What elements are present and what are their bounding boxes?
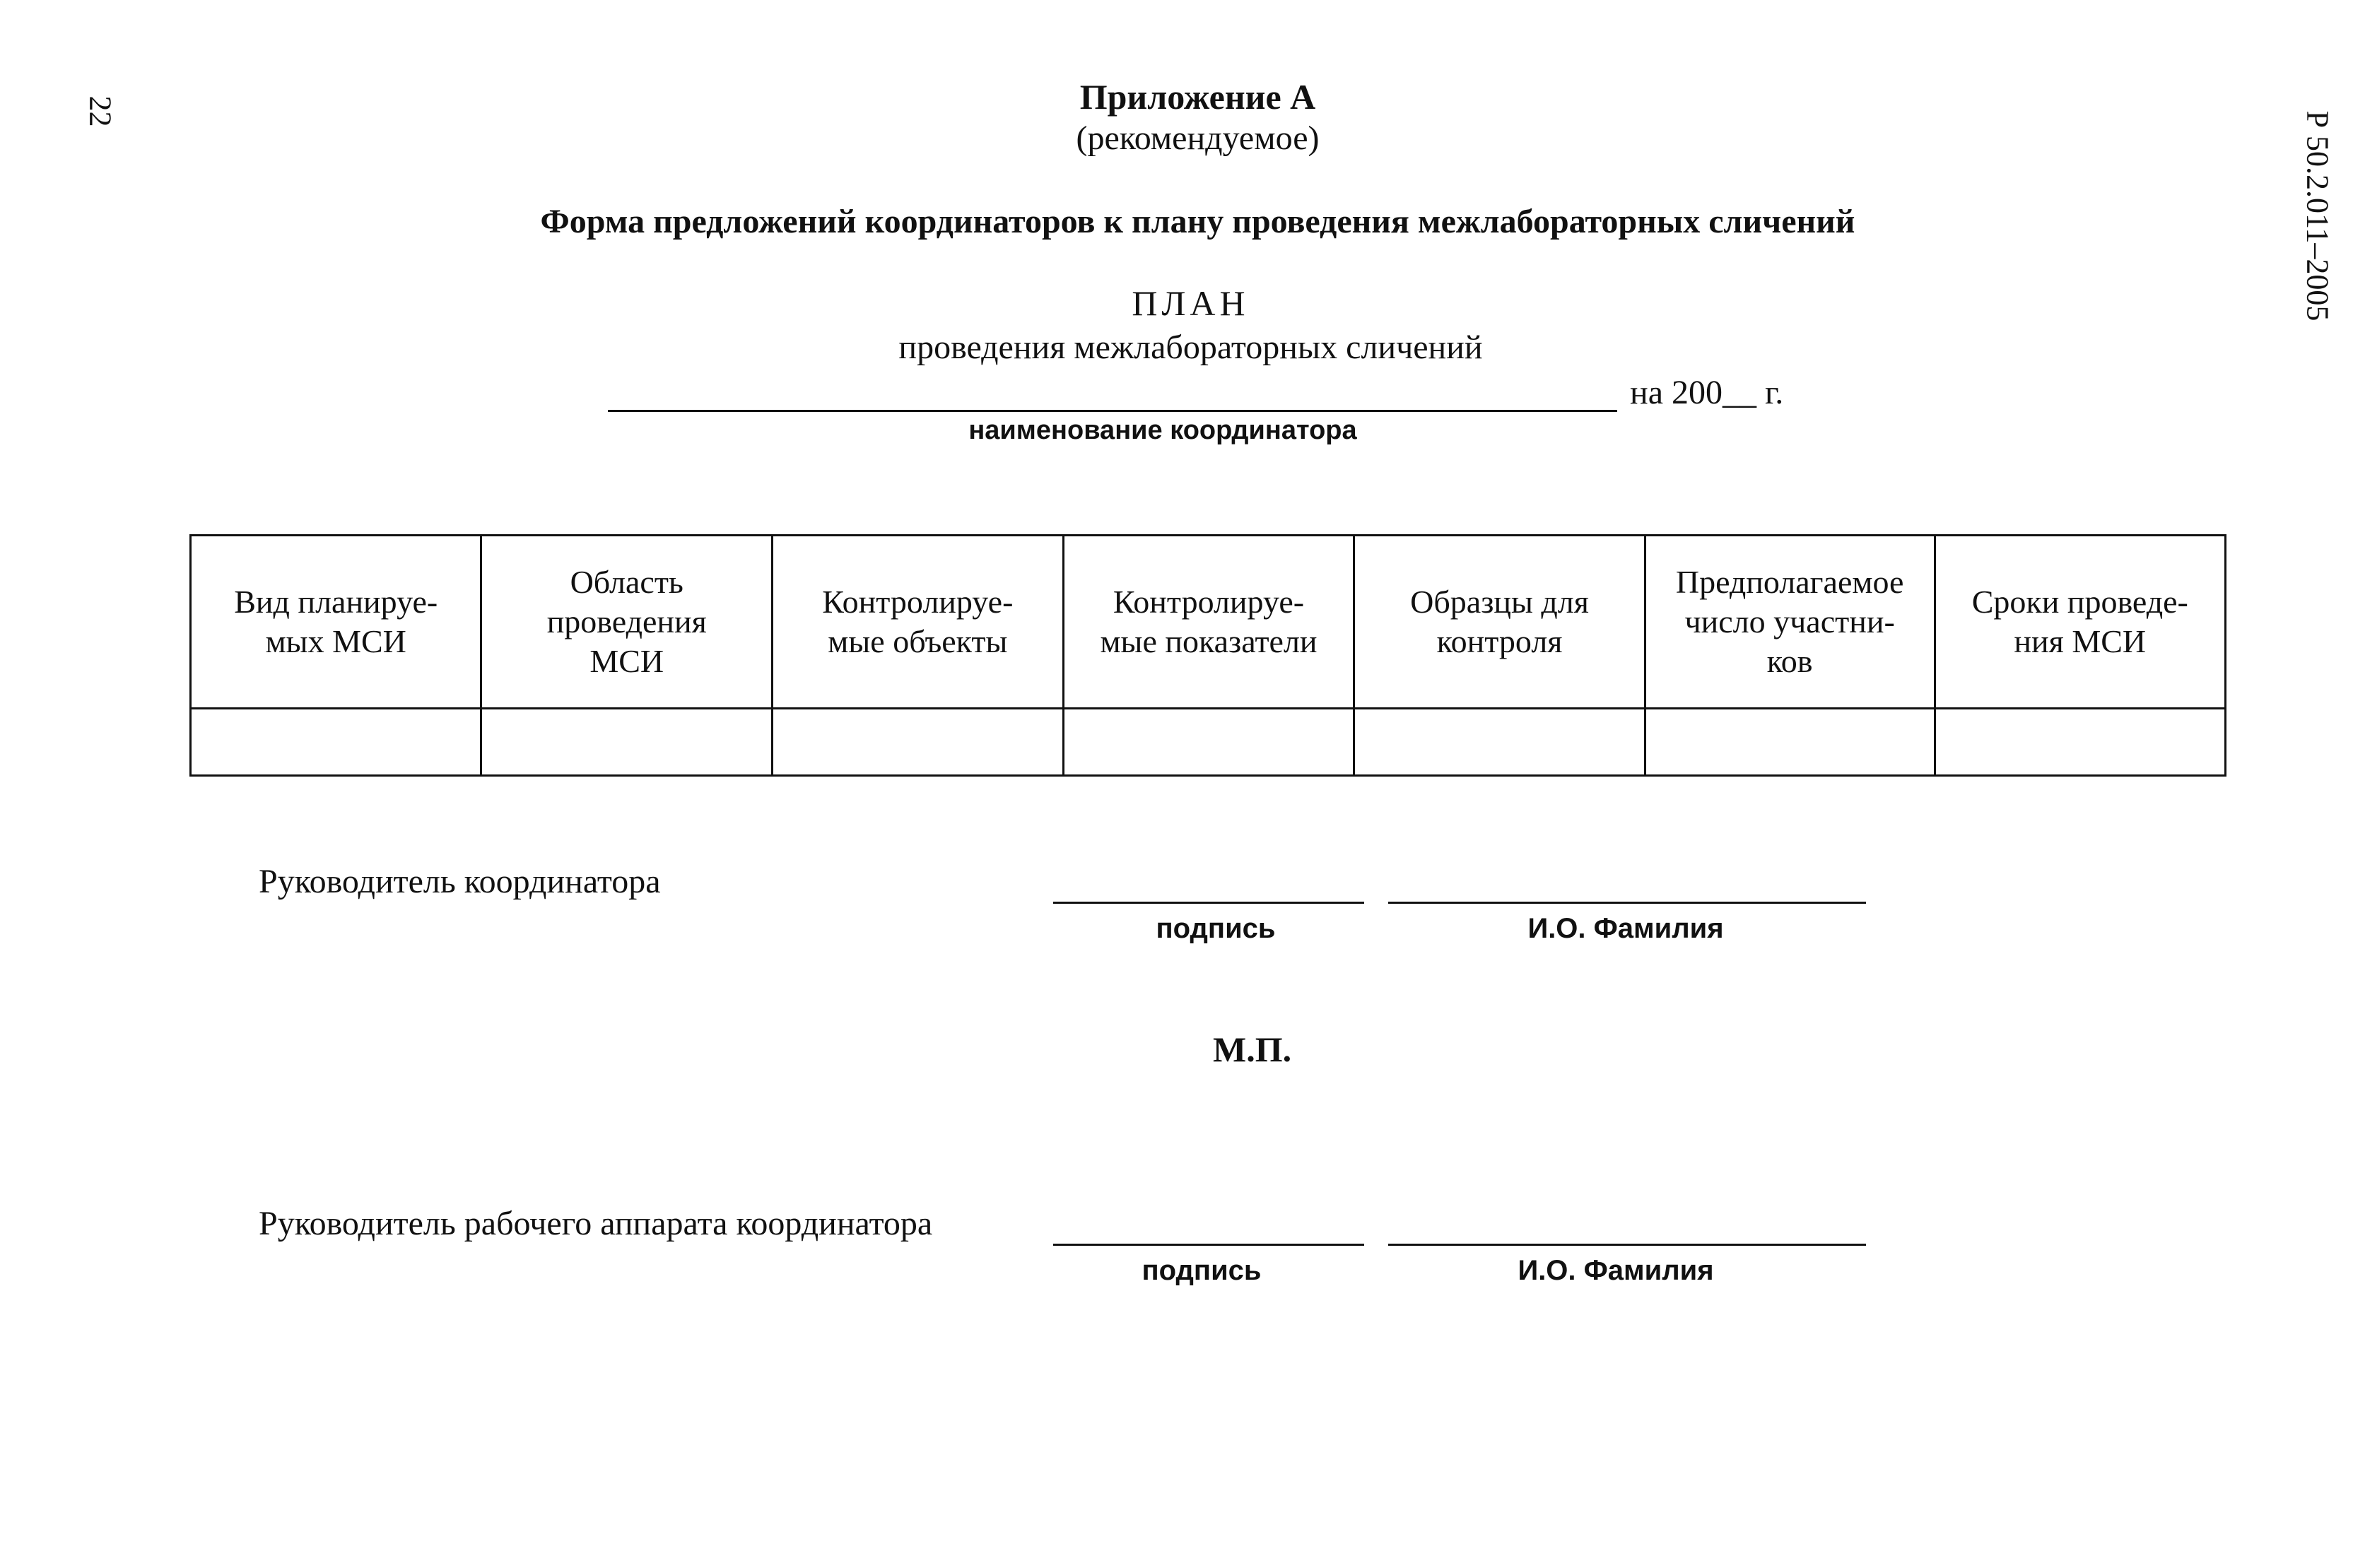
column-header-label: Область проведения МСИ [546,564,707,679]
column-header-label: Вид планируе- мых МСИ [234,584,438,659]
document-code: Р 50.2.011–2005 [2300,110,2335,322]
column-header [191,536,481,709]
column-header [1063,536,1354,709]
table-cell[interactable] [481,709,773,776]
plan-table [189,534,2226,777]
column-header-label: Контролируе- мые показатели [1100,584,1318,659]
name-line[interactable] [1388,1241,1866,1246]
column-header [1645,536,1935,709]
column-header-label: Сроки проведе- ния МСИ [1971,584,2188,659]
signature-caption: подпись [1142,1255,1262,1286]
signature-caption: подпись [1156,913,1276,944]
table-cell[interactable] [1645,709,1935,776]
signer-label-coordinator-head: Руководитель координатора [259,863,661,900]
column-header [773,536,1064,709]
plan-year: на 200__ г. [1630,374,1784,411]
table-cell[interactable] [191,709,481,776]
signature-line[interactable] [1053,899,1364,904]
table-cell[interactable] [1063,709,1354,776]
table-cell[interactable] [1354,709,1645,776]
appendix-title: Приложение А [1079,77,1316,117]
plan-title: ПЛАН [1132,283,1250,323]
name-caption: И.О. Фамилия [1527,913,1724,944]
column-header-label: Предполагаемое число участни- ков [1675,564,1904,679]
name-caption: И.О. Фамилия [1518,1255,1714,1286]
signer-label-apparatus-head: Руководитель рабочего аппарата координатора [259,1205,933,1242]
plan-subtitle: проведения межлабораторных сличений [898,329,1483,366]
table-cell[interactable] [773,709,1064,776]
form-title: Форма предложений координаторов к плану проведения межлабораторных сличений [540,203,1855,240]
page-number: 22 [83,95,118,127]
table-row [191,709,2226,776]
name-line[interactable] [1388,899,1866,904]
stamp-mark: М.П. [1213,1030,1292,1069]
coordinator-name-line[interactable] [608,407,1617,412]
table-header-row [191,536,2226,709]
signature-line[interactable] [1053,1241,1364,1246]
coordinator-caption: наименование координатора [968,415,1357,445]
column-header [1935,536,2225,709]
column-header-label: Контролируе- мые объекты [822,584,1014,659]
table-cell[interactable] [1935,709,2225,776]
column-header [481,536,773,709]
column-header [1354,536,1645,709]
appendix-status: (рекомендуемое) [1076,119,1320,157]
column-header-label: Образцы для контроля [1410,584,1589,659]
